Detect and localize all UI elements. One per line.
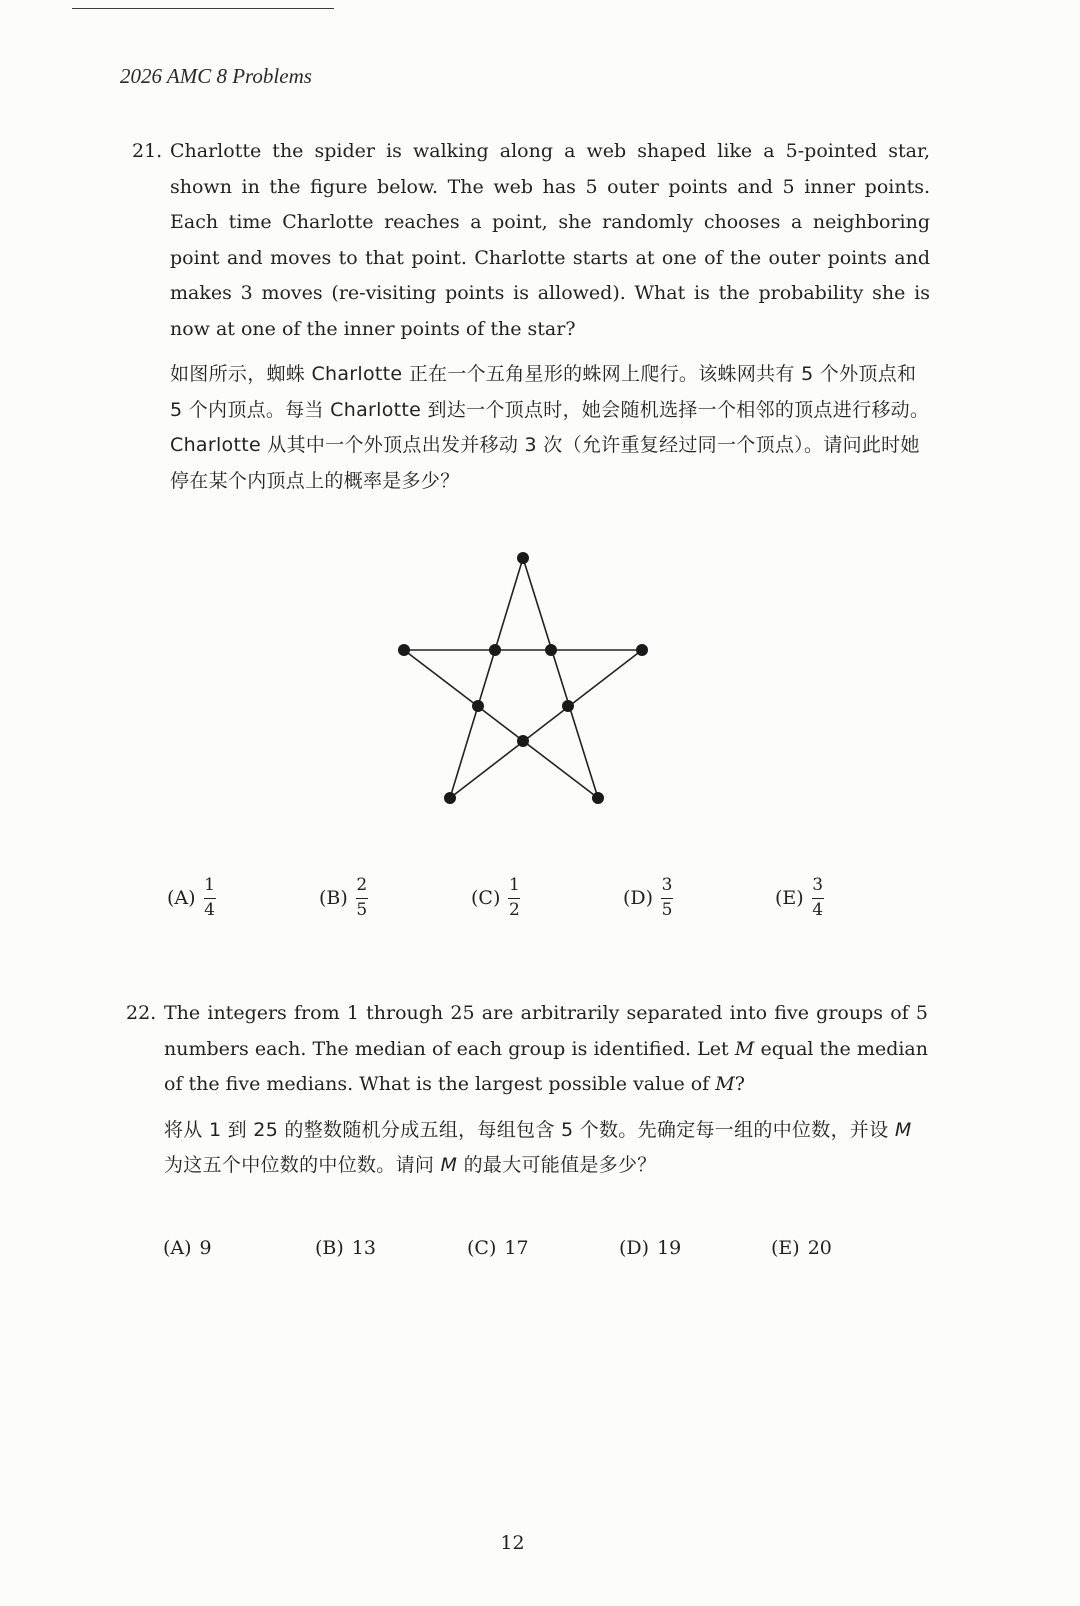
choice-letter: (A): [163, 1237, 192, 1259]
choice-c[interactable]: [467, 1237, 619, 1259]
inner-point: [517, 735, 529, 747]
star-web-figure: [390, 548, 660, 810]
choice-letter: (D): [619, 1237, 650, 1259]
denominator: 5: [356, 900, 368, 920]
choice-b[interactable]: [315, 1237, 467, 1259]
choice-value: 19: [657, 1237, 682, 1259]
star-edge: [450, 558, 523, 798]
outer-point: [592, 792, 604, 804]
problem-21: [132, 134, 930, 499]
choice-letter: (E): [775, 887, 804, 909]
outer-point: [636, 644, 648, 656]
variable-m: M: [734, 1037, 755, 1060]
fraction-bar: [812, 898, 824, 899]
numerator: 3: [661, 875, 673, 895]
fraction-bar: [356, 898, 368, 899]
choice-letter: (E): [771, 1237, 800, 1259]
text-segment: The integers from 1 through 25 are arbitrarily separated into five groups of 5 numbers each. The median of each group is identified. Let: [164, 1002, 928, 1060]
problem-number: 21.: [132, 140, 163, 162]
fraction: [204, 876, 216, 920]
numerator: 1: [204, 875, 215, 895]
inner-point: [472, 700, 484, 712]
problem-text-english: [164, 996, 928, 1103]
problem-text-chinese: [164, 1113, 928, 1184]
fraction: [508, 876, 520, 920]
fraction-bar: [508, 898, 520, 899]
numerator: 1: [508, 875, 520, 895]
variable-m: M: [715, 1073, 735, 1095]
inner-point: [489, 644, 501, 656]
fraction-bar: [204, 898, 216, 899]
choice-e[interactable]: [771, 1237, 923, 1259]
denominator: 2: [508, 900, 520, 920]
star-edge: [404, 650, 598, 798]
text-segment: 将从 1 到 25 的整数随机分成五组，每组包含 5 个数。先确定每一组的中位数，并设: [164, 1118, 895, 1141]
choice-c[interactable]: [471, 876, 623, 920]
outer-point: [444, 792, 456, 804]
choice-letter: (B): [319, 887, 348, 909]
outer-point: [517, 552, 529, 564]
choice-d[interactable]: [619, 1237, 771, 1259]
text-segment: ?: [734, 1073, 745, 1095]
choice-value: 20: [807, 1237, 832, 1259]
text-segment: equal the median of the five medians. What is the largest possible value of: [164, 1037, 928, 1095]
choice-e[interactable]: [775, 876, 927, 920]
outer-point: [398, 644, 410, 656]
star-edge: [523, 558, 598, 798]
choice-letter: (C): [467, 1237, 497, 1259]
problem-text-english: Charlotte the spider is walking along a web shaped like a 5-pointed star, shown in the figure below. The web has 5 outer points and 5 inner points. Each time Charlotte reaches a point, she randomly chooses a neighboring point and moves to that point. Charlotte starts at one of the outer points and makes 3 moves (re-visiting points is allowed). What is the probability she is now at one of the inner points of the star?: [170, 140, 930, 340]
denominator: 4: [812, 900, 824, 920]
page-header: 2026 AMC 8 Problems: [120, 64, 312, 88]
problem-number: 22.: [126, 1002, 157, 1024]
choice-value: 9: [199, 1237, 212, 1259]
choice-value: 13: [351, 1237, 376, 1259]
denominator: 4: [204, 900, 215, 920]
choice-letter: (A): [167, 887, 196, 909]
star-edge: [450, 650, 642, 798]
choice-a[interactable]: [167, 876, 319, 920]
choice-letter: (C): [471, 887, 501, 909]
text-segment: 为这五个中位数的中位数。请问: [164, 1154, 441, 1176]
choice-a[interactable]: [163, 1237, 315, 1259]
text-segment: 的最大可能值是多少？: [457, 1154, 657, 1176]
choice-value: 17: [504, 1237, 529, 1259]
numerator: 3: [812, 875, 824, 895]
fraction-bar: [661, 898, 673, 899]
variable-m: M: [440, 1154, 458, 1176]
choice-letter: (D): [623, 887, 654, 909]
top-rule: [72, 8, 334, 9]
answer-choices-22: [163, 1237, 923, 1259]
numerator: 2: [356, 875, 368, 895]
fraction: [356, 876, 368, 920]
choice-d[interactable]: [623, 876, 775, 920]
inner-point: [562, 700, 574, 712]
denominator: 5: [661, 900, 673, 920]
variable-m: M: [894, 1118, 912, 1141]
fraction: [812, 876, 824, 920]
choice-b[interactable]: [319, 876, 471, 920]
choice-letter: (B): [315, 1237, 344, 1259]
answer-choices-21: [167, 876, 927, 920]
fraction: [661, 876, 673, 920]
page-number: 12: [500, 1532, 525, 1554]
problem-text-chinese: 如图所示，蜘蛛 Charlotte 正在一个五角星形的蛛网上爬行。该蛛网共有 5 个外顶点和 5 个内顶点。每当 Charlotte 到达一个顶点时，她会随机选择一个相邻的顶点进行移动。Charlotte 从其中一个外顶点出发并移动 3 次（允许重复经过同一个顶点）。请问此时她停在某个内顶点上的概率是多少？: [170, 363, 930, 492]
problem-22: [126, 996, 928, 1184]
inner-point: [545, 644, 557, 656]
